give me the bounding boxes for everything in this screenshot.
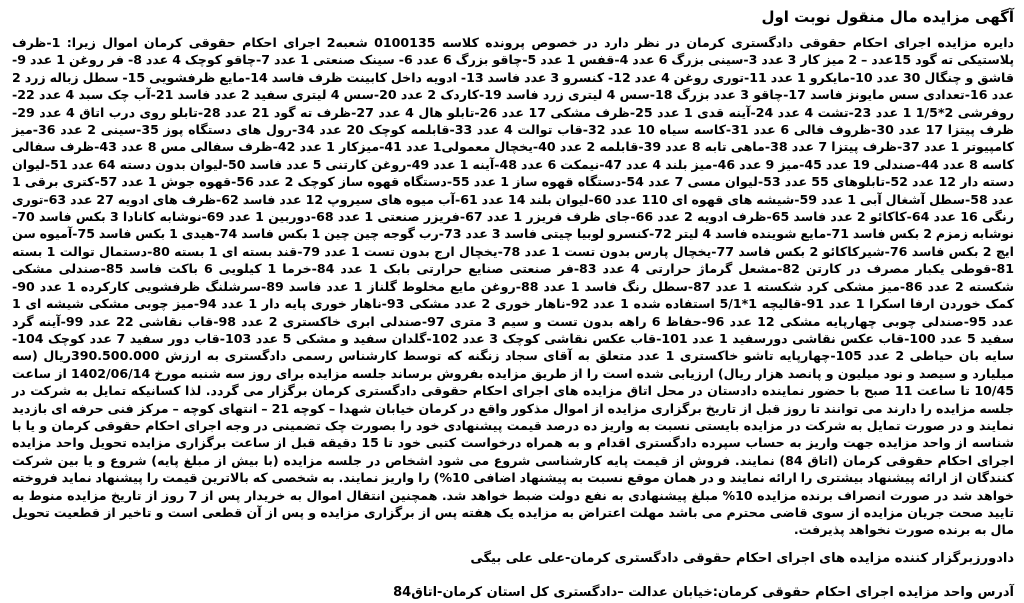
- notice-title: آگهی مزایده مال منقول نوبت اول: [761, 8, 1014, 26]
- notice-body: دایره مزایده اجرای احکام حقوقی دادگستری کرمان در نظر دارد در خصوص پرونده کلاسه 0100135 شعبه2 اجرای احکام حقوقی کرمان اموال زیرا: 1-ظرف پلاستیکی ته گود 15عدد – 2 میز کار 3 عدد 3-سینی بزرگ 6 عدد 4-قفس 1 عدد 5-چاقو بزرگ 6 عدد 6- سینک صنعتی 1 عدد 7-چاقو کوچک 4 عدد 8- فر روغن 1 عدد 9-قاشق و چنگال 30 عدد 10-مایکرو 1 عدد 11-توری روغن 4 عدد 12- کنسرو 3 عدد فاسد 13- ادویه داخل کابینت ظرف فاسد 14-مایع ظرفشویی 15- سطل زباله زرد 2 عدد 16-تعدادی سس مایونز فاسد 17-چاقو 3 عدد بزرگ 18-سس 4 لیتری زرد فاسد 19-کاردک 2 عدد 20-سس 4 لیتری سفید 2 عدد فاسد 21-آب چک سبد 4 عدد 22-روفرشی 2*1/5 1 عدد 23-تشت 4 عدد 24-آینه قدی 1 عدد 25-ظرف مشکی 17 عدد 26-تابلو هال 4 عدد 27-ظرف ته گود 21 عدد 28-تابلو روی درب اتاق 4 عدد 29-ظرف پیتزا 17 عدد 30-ظروف فالی 6 عدد 31-کاسه سیاه 10 عدد 32-قاب توالت 4 عدد 33-قابلمه کوچک 20 عدد 34-رول های دستگاه پوز 35-سینی 2 عدد 36-میز کامپیوتر 1 عدد 37-ظرف پیتزا 7 عدد 38-ماهی تابه 8 عدد 39-قابلمه 2 عدد 40-یخچال معمولی1 عدد 41-میزکار 1 عدد 42-ظرف سفالی مس 8 عدد 43-ظرف سفالی کاسه 8 عدد 44-صندلی 19 عدد 45-میز 9 عدد 46-میز بلند 4 عدد 47-نیمکت 6 عدد 48-آینه 1 عدد 49-روغن کارتنی 5 عدد فاسد 50-لیوان بدون دسته 64 عدد 51-لیوان دسته دار 12 عدد 52-تابلوهای 55 عدد 53-لیوان مسی 7 عدد 54-دستگاه قهوه ساز 1 عدد 55-دستگاه قهوه ساز کوچک 2 عدد 56-قهوه جوش 1 عدد 57-کتری برقی 1 عدد 58-سطل آشغال آبی 1 عدد 59-شیشه های قهوه ای 110 عدد 60-لیوان بلند 14 عدد 61-آب میوه های سیروپ 12 عدد فاسد 62-ظرف های ادویه 27 عدد 63-توری رنگی 16 عدد 64-کاکائو 2 عدد فاسد 65-ظرف ادویه 2 عدد 66-جای ظرف فریزر 1 عدد 67-فریزر صنعتی 1 عدد 68-دوربین 1 عدد 69-نوشابه کانادا 3 بکس فاسد 70-نوشابه زمزم 2 بکس فاسد 71-مایع شوینده فاسد 4 لیتر 72-کنسرو لوبیا چیتی فاسد 3 عدد 73-رب گوجه چین چین 1 بکس فاسد 74-هیدی 1 بکس فاسد 75-آمیوه سن ایچ 2 بکس فاسد 76-شیرکاکائو 2 بکس فاسد 77-یخچال پارس بدون تست 1 عدد 78-یخچال ارج بدون تست 1 عدد 79-قند بسته ای 1 بسته 80-دستمال توالت 1 بسته 81-قوطی یکبار مصرف در کارتن 82-مشعل گرماژ حرارتی 4 عدد 83-فر صنعتی صنایع حرارتی بابک 1 عدد 84-خرما 1 کیلویی 6 باکت فاسد 85-صندلی مشکی شکسته 2 عدد 86-میز مشکی کرد شکسته 1 عدد 87-سطل رنگ فاسد 1 عدد 88-روغن مایع مخلوط گلناز 1 عدد فاسد 89-سرشلنگ ظرفشویی کارکرده 1 عدد 90-کمک خوردن ارفا اسکرا 1 عدد 91-قالیچه 1*5/1 استفاده شده 1 عدد 92-ناهار خوری 2 عدد مشکی 93-ناهار خوری پایه دار 1 عدد 94-میز چوبی مشکی شیشه ای 1 عدد 95-صندلی چوبی چهارپایه مشکی 12 عدد 96-حفاظ 6 راهه بدون تست و سیم 3 متری 97-صندلی ابری خاکستری 2 عدد 98-قاب نقاشی 22 عدد 99-آینه گرد سفید 5 عدد 100-قاب عکس نقاشی دورسفید 1 عدد 101-قاب عکس نقاشی کوچک 3 عدد 102-گلدان سفید و مشکی 5 عدد 103-قاب دور سفید 7 عدد کوچک 104-سایه بان حیاطی 2 عدد 105-چهارپایه تاشو خاکستری 1 عدد متعلق به آقای سجاد زنگنه که توسط کارشناس رسمی دادگستری به ارزش 390.500.000ریال (سه میلیارد و سیصد و نود میلیون و پانصد هزار ریال) ارزیابی شده است را از طریق مزایده بفروش برساند جلسه مزایده برای روز سه شنبه مورخ 1402/06/14 از ساعت 10/45 تا ساعت 11 صبح با حضور نماینده دادستان در محل اتاق مزایده های اجرای احکام حقوقی دادگستری کرمان برگزار می گردد. لذا کسانیکه تمایل به شرکت در جلسه مزایده را دارند می توانند تا روز قبل از تاریخ برگزاری مزایده از اموال مذکور واقع در کرمان خیابان شهدا – کوچه 21 – انتهای کوچه – مرکز فنی حرفه ای بازدید نمایند و در صورت تمایل به شرکت در مزایده بایستی نسبت به واریز ده درصد قیمت پیشنهادی خود را بصورت چک تضمینی در وجه اجرای احکام حقوقی کرمان و یا با شناسه از واحد مزایده جهت واریز به حساب سپرده دادگستری اقدام و به همراه درخواست کتبی خود تا 15 دقیقه قبل از ساعت برگزاری مزایده تحویل واحد مزایده اجرای احکام حقوقی کرمان (اتاق 84) نمایند. فروش از قیمت پایه کارشناسی شروع می شود اشخاص در جلسه مزایده (با بیش از مبلغ پایه) شروع و یا بین شرکت کنندگان از ارائه پیشنهاد بیشتری را ارائه نمایند و در همان موقع نسبت به پیشنهاد اضافی 10%) را واریز نمایند. به شخصی که بالاترین قیمت را پیشنهاد نماید فروخته خواهد شد در صورت انصراف برنده مزایده 10% مبلغ پیشنهادی به نفع دولت ضبط خواهد شد. همچنین انتقال اموال به خریدار پس از 7 روز از تاریخ مزایده منوط به تایید صحت جریان مزایده از سوی قاضی محترم می باشد مهلت اعتراض به مزایده یک هفته پس از برگزاری مزایده و پس از آن قطعی است و تاخیر از قطعیت تحویل مال به برنده صورت نخواهد پذیرفت.: [12, 35, 1015, 538]
- notice-address: آدرس واحد مزایده اجرای احکام حقوقی کرمان:خیابان عدالت –دادگستری کل استان کرمان-اتاق84: [393, 584, 1014, 600]
- notice-signer: دادورزبرگزار کننده مزایده های اجرای احکام حقوقی دادگستری کرمان-علی علی بیگی: [470, 550, 1014, 566]
